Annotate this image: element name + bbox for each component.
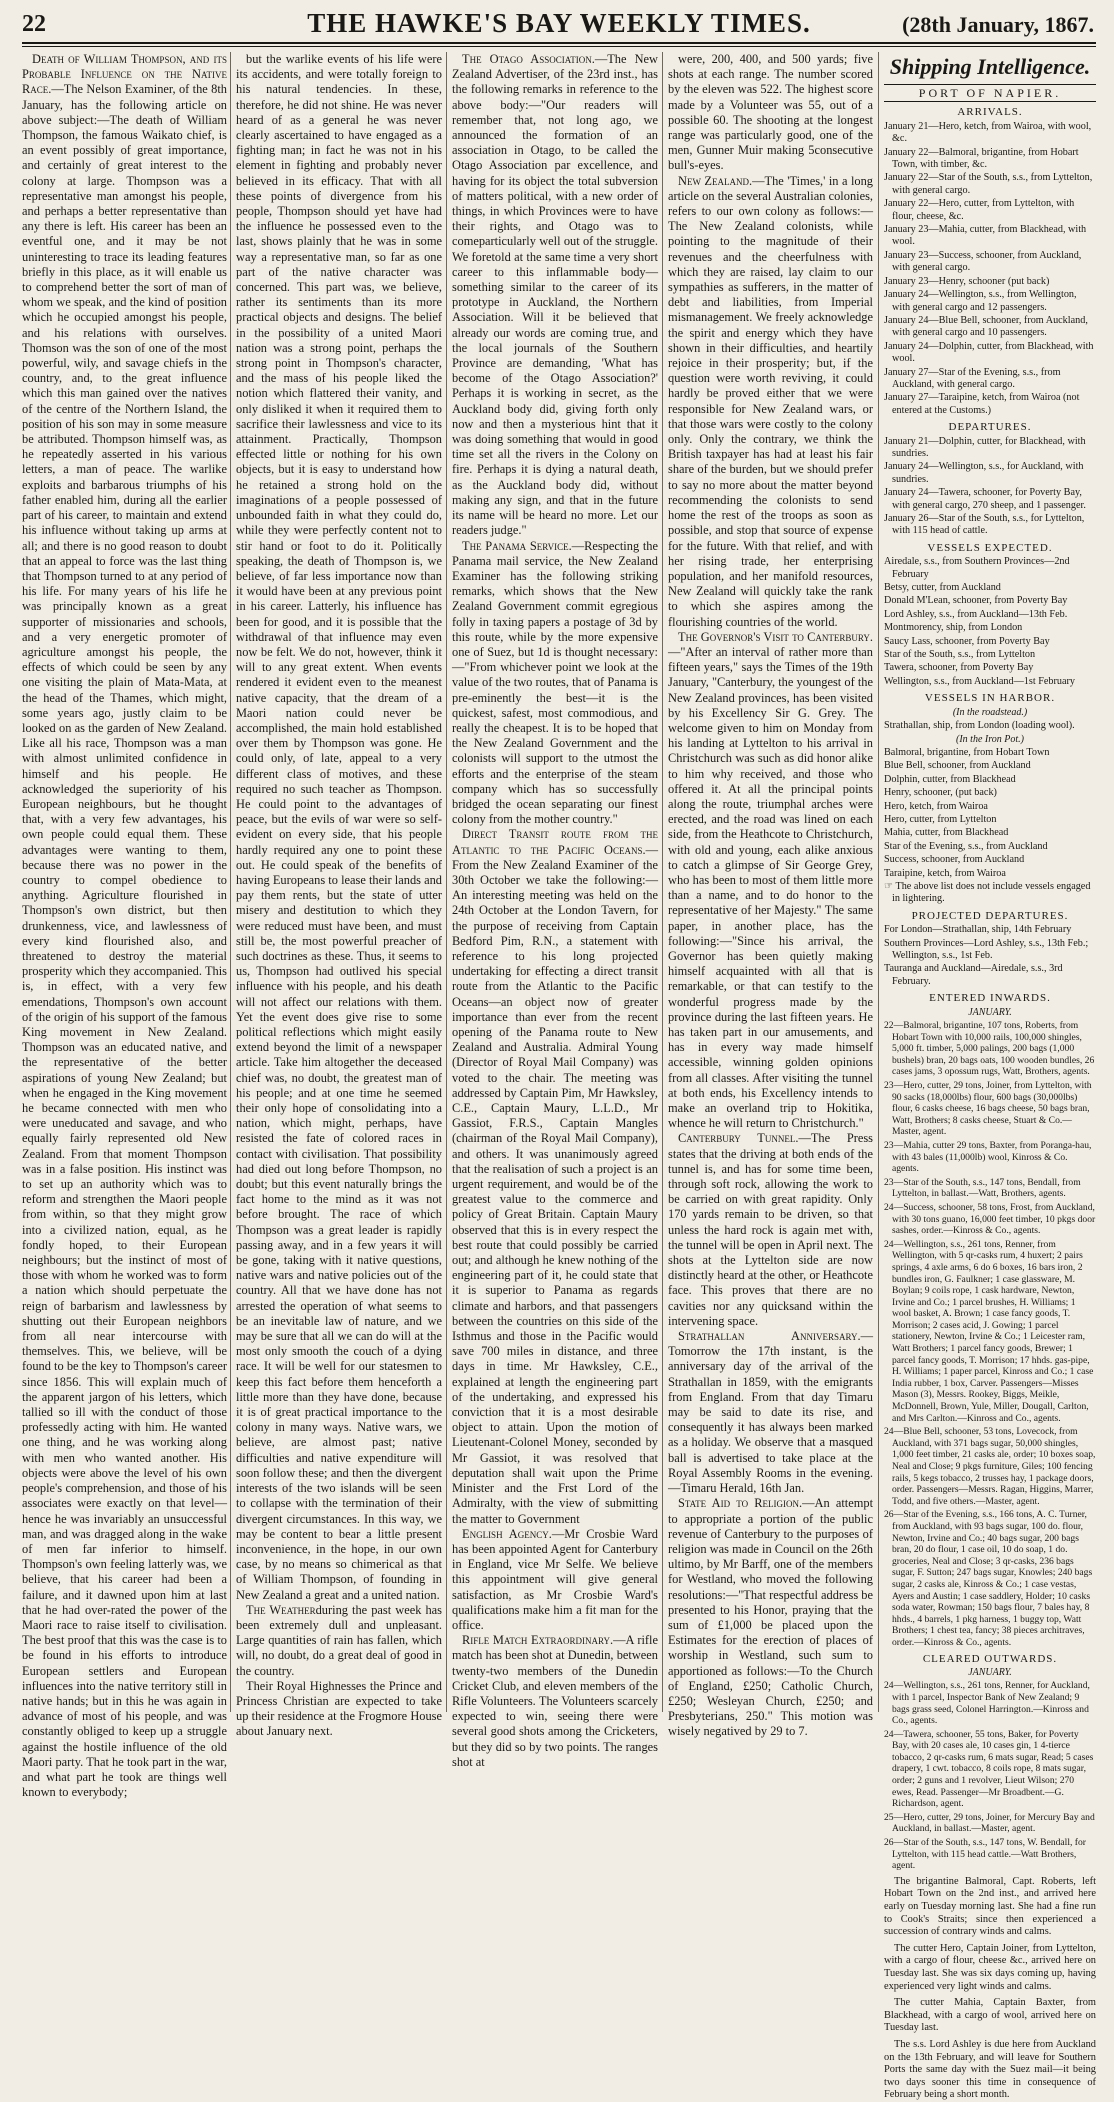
shipping-intelligence-column: [884, 52, 1096, 2101]
shipping-entry: Hero, cutter, from Lyttelton: [884, 813, 997, 825]
ironpot-subheading: (In the Iron Pot.): [956, 733, 1024, 745]
column-divider: [230, 52, 231, 1712]
article-paragraph: [668, 1329, 873, 1496]
shipping-entry: Airedale, s.s., from Southern Provinces—2nd February: [884, 556, 1070, 580]
expected-list: [884, 556, 1096, 688]
newspaper-title: THE HAWKE'S BAY WEEKLY TIMES.: [307, 8, 811, 38]
shipping-entry: 23—Star of the South, s.s., 147 tons, Bendall, from Lyttelton, in ballast.—Watt, Brothers, agents.: [884, 1176, 1081, 1200]
article-paragraph: [452, 827, 658, 1526]
shipping-entry: January 23—Mahia, cutter, from Blackhead, with wool.: [884, 224, 1087, 248]
article-paragraph: [236, 1679, 442, 1740]
shipping-entry: 24—Tawera, schooner, 55 tons, Baker, for Poverty Bay, with 20 cases ale, 10 cases gin, 1 4-tierce tobacco, 2 qr-casks rum, 6 mats sugar, Read; 5 cases drapery, 1 cwt. tobacco, 8 coils rope, 8 mats sugar, order; 2 guns and 1 revolver, Lieut Wilson; 270 ewes, Read. Passenger—Mr Broadbent.—G. Richardson, agent.: [884, 1728, 1094, 1810]
shipping-entry: Star of the South, s.s., from Lyttelton: [884, 649, 1036, 661]
issue-date: (28th January, 1867.: [902, 12, 1094, 37]
column-3: [452, 52, 658, 1769]
article-text: —"After an interval of rather more than fifteen years," says the Times of the 19th January, "Canterbury, the youngest of the New Zealand provinces, has been visited by his Excellency Sir G. Grey. The welcome given to him on Monday from his landing at Lyttelton to his arrival in Christchurch was such as did honor alike to him why received, and those who offered it. At all the principal points along the route, triumphal arches were erected, and the road was lined on each side, from the Heathcote to Christchurch, with old and young, each alike anxious to catch a glimpse of Sir George Grey, who has been to most of them little more than a name, and to do honor to the representative of her Majesty." The same paper, in another place, has the following:—"Since his arrival, the Governor has been quietly making himself acquainted with all that is remarkable, or that can testify to the wonderful progress made by the province during the last fifteen years. He has taken part in our amusements, and has in every way made himself accessible, winning golden opinions from all classes. After visiting the tunnel at both ends, his Excellency intends to make an overland trip to Hokitika, whence he will return to Christchurch.": [668, 644, 873, 1131]
shipping-entry: 22—Balmoral, brigantine, 107 tons, Roberts, from Hobart Town with 10,000 rails, 100,000 shingles, 5,000 ft. timber, 5,000 palings, 200 bags (1,000 bushels) bran, 20 bags oats, 100 wooden bundles, 26 cases jams, 3 opossum rugs, Watt, Brothers, agents.: [884, 1020, 1095, 1078]
article-paragraph: [236, 1603, 442, 1679]
departures-heading: DEPARTURES.: [948, 421, 1032, 434]
shipping-entry: 23—Hero, cutter, 29 tons, Joiner, from Lyttelton, with 90 sacks (18,000lbs) flour, 600 bags (30,000lbs) flour, 6 casks cheese, 16 bags cheese, 50 bags bran, Watt, Brothers; 8 casks cheese, Stuart & Co.—Master, agent.: [884, 1080, 1092, 1138]
column-2: [236, 52, 442, 1739]
column-4: [668, 52, 874, 1739]
expected-heading: VESSELS EXPECTED.: [927, 541, 1053, 554]
shipping-banner: Shipping Intelligence.: [889, 54, 1091, 79]
article-paragraph: [668, 630, 873, 1132]
shipping-entry: January 21—Hero, ketch, from Wairoa, with wool, &c.: [884, 120, 1092, 145]
shipping-entry: Montmorency, ship, from London: [884, 622, 1023, 634]
article-heading: The Weather: [246, 1602, 316, 1617]
cleared-month: JANUARY.: [968, 1666, 1012, 1678]
shipping-entry: 26—Star of the Evening, s.s., 166 tons, A. C. Turner, from Auckland, with 93 bags sugar, 100 do. flour, Newton, Irvine and Co.; 40 bags sugar, 200 bags bran, 20 do flour, 1 case oil, 10 do soap, 1 do. groceries, Neal and Close; 3 qr-casks, 236 bags sugar, F. Sutton; 247 bags sugar, Knowles; 240 bags sugar, 2 casks ale, Kinross & Co.; 1 case vestas, Ayers and Austin; 1 case saddlery, Holder; 10 casks soda water, Rowman; 150 bags flour, 7 bales hay, 8 hhds., 4 barrels, 1 pkg harness, 1 buggy top, Watt Brothers; 1 chest tea, fancy; 38 pieces architraves, order.—Kinross & Co., agents.: [884, 1509, 1093, 1648]
article-paragraph: [668, 174, 873, 630]
article-heading: Death of William Thompson, and its Probable Influence on the Native Race.: [22, 52, 227, 97]
departures-list: [884, 436, 1096, 538]
shipping-entry: Taraipine, ketch, from Wairoa: [884, 867, 1006, 879]
article-heading: Direct Transit route from the Atlantic to the Pacific Oceans.: [452, 827, 658, 857]
shipping-entry: 24—Blue Bell, schooner, 53 tons, Lovecock, from Auckland, with 371 bags sugar, 50,000 shingles, 1,000 feet timber, 21 casks ale, order; 10 boxes soap, Neal and Close; 9 pkgs furniture, Giles; 100 fencing rails, 5 kegs tobacco, 2 trusses hay, 1 package doors, order. Passengers—Messrs. Ragan, Higgins, Marrer, Todd, and five others.—Master, agent.: [884, 1426, 1096, 1507]
shipping-entry: January 22—Hero, cutter, from Lyttelton, with flour, cheese, &c.: [884, 198, 1075, 222]
article-heading: State Aid to Religion.: [678, 1496, 803, 1511]
article-text: but the warlike events of his life were its accidents, and were totally foreign to his natural tendencies. In these, therefore, he did not shine. He was never heard of as a general he was never clearly ascertained to have engaged as a fighting man; in fact he was not in his element in fighting and probably never believed in its efficacy. That with all these points of divergence from his people, Thompson should yet have had the influence he possessed even to the last, shows plainly that he was in some way a representative man, so far as one part of the native character was concerned. This part was, we believe, rather its sentiments than its more practical objects and designs. The belief in the possibility of a united Maori nation was a strong point, perhaps the strong point in Thompson's character, and the mass of his people liked the notion which flattered their vanity, and only disliked it when it required them to sacrifice their lawlessness and vice to its attainment. Practically, Thompson effected little or nothing for his own objects, but it is easy to understand how he retained a strong hold on the imaginations of a people possessed of unbounded faith in what they could do, while they were perfectly content not to stir hand or foot to do it. Politically speaking, the death of Thompson is, we believe, of far less importance now than it would have been at any previous point in his career. Latterly, his influence has been for good, and it is possible that the withdrawal of that influence may even now be felt. We do not, however, think it will to any great extent. When events rendered it evident even to the meanest native capacity, that the dream of a Maori nation could never be accomplished, the main hold established over them by Thompson was gone. He could only, of late, appeal to a very different class of motives, and these required no such teacher as Thompson. He could point to the advantages of peace, but the evils of war were so self-evident on every side, that his people hardly required any one to point these out. He could speak of the benefits of having Europeans to lease their lands and pay them rents, but the state of utter misery and destitution to which they were reduced must have been, and must still be, the most powerful preacher of such doctrines as these. Thus, it seems to us, Thompson had outlived his special influence with his people, and his death will not affect our relations with them. Yet the event does give rise to some political reflections which might easily extend beyond the limit of a newspaper article. Take him altogether the deceased chief was, no doubt, the greatest man of his people; and at one time he seemed their only hope of consolidating into a nation, which might, perhaps, have resisted the fate of colored races in contact with civilisation. That possibility had died out long before Thompson, no doubt; but this event naturally brings the fact home to the mind as it was not before brought. The race of which Thompson was a great leader is rapidly passing away, and in a few years it will be gone, taking with it native questions, native wars and native policies out of the country. All that we have done has not arrested the operation of what seems to be an inevitable law of nature, and we may be sure that all we can do will at the most only smooth the couch of a dying race. It will be well for our statesmen to keep this fact before them henceforth a little more than they have done, because it is of great practical importance to the colony in many ways. Native wars, we believe, are almost past; native difficulties and native expenditure will soon follow these; and then the divergent interests of the two islands will be seen to collapse with the termination of their divergent circumstances. In this way, we may be content to bear a little present inconvenience, in the hope, in our own case, by no means so chimerical as that of William Thompson, of founding in New Zealand a great and a united nation.: [236, 52, 442, 1602]
shipping-entry: Success, schooner, from Auckland: [884, 854, 1025, 866]
projected-list: [884, 924, 1096, 988]
article-paragraph: [668, 1131, 873, 1329]
shipping-entry: Balmoral, brigantine, from Hobart Town: [884, 746, 1050, 758]
article-heading: English Agency.: [462, 1526, 552, 1541]
shipping-entry: January 24—Dolphin, cutter, from Blackhead, with wool.: [884, 340, 1094, 365]
article-text: Their Royal Highnesses the Prince and Princess Christian are expected to take up their residence at the Frogmore House about January next.: [236, 1678, 442, 1739]
article-text: —An attempt to appropriate a portion of the public revenue of Canterbury to the purposes of religion was made in Council on the 26th ultimo, by Mr Barff, one of the members for Westland, who moved the following resolutions:—"That respectful address be presented to his Honor, praying that the sum of £1,000 be placed upon the Estimates for the erection of places of worship in Westland, such sum to apportioned as follows:—To the Church of England, £250; Catholic Church, £250; Wesleyan Church, £250; and Presbyterians, 250." This motion was wisely negatived by 29 to 7.: [668, 1496, 874, 1739]
shipping-entry: January 27—Taraipine, ketch, from Wairoa (not entered at the Customs.): [884, 392, 1080, 416]
article-paragraph: [22, 52, 227, 1800]
shipping-entry: Southern Provinces—Lord Ashley, s.s., 13th Feb.; Wellington, s.s., 1st Feb.: [884, 937, 1089, 961]
projected-heading: PROJECTED DEPARTURES.: [911, 909, 1069, 922]
shipping-entry: Blue Bell, schooner, from Auckland: [884, 760, 1031, 772]
shipping-entry: 23—Mahia, cutter 29 tons, Baxter, from Poranga-hau, with 43 bales (11,000lb) wool, Kinross & Co. agents.: [884, 1139, 1092, 1175]
article-text: were, 200, 400, and 500 yards; five shots at each range. The number scored by the eleven was 522. The highest score made by a Volunteer was 55, out of a possible 60. The shooting at the longest range was particularly good, one of the men, Gunner Muir making 5consecutive bull's-eyes.: [668, 52, 873, 173]
article-text: —Tomorrow the 17th instant, is the anniversary day of the arrival of the Strathallan in 1859, with the emigrants from England. From that day Timaru may be said to date its rise, and consequently it has always been marked as a holiday. We observe that a masqued ball is advertised to take place at the Royal Assembly Rooms in the evening.—Timaru Herald, 16th Jan.: [668, 1329, 873, 1496]
article-heading: Strathallan Anniversary.: [678, 1329, 861, 1344]
entered-heading: ENTERED INWARDS.: [929, 992, 1051, 1005]
shipping-entry: For London—Strathallan, ship, 14th February: [884, 924, 1072, 936]
article-text: —A rifle match has been shot at Dunedin, between twenty-two members of the Dunedin Cricket Club, and eleven members of the Rifle Volunteers. The Volunteers scarcely expected to win, seeing there were several good shots among the Cricketers, but they did so by two points. The ranges shot at: [452, 1633, 658, 1769]
roadstead-subheading: (In the roadstead.): [952, 706, 1028, 718]
shipping-note: The cutter Mahia, Captain Baxter, from Blackhead, with a cargo of wool, arrived here on Tuesday last.: [884, 1997, 1096, 2034]
article-paragraph: [452, 1527, 658, 1633]
ironpot-list: [884, 747, 1096, 880]
column-divider: [662, 52, 663, 1712]
shipping-entry: January 24—Tawera, schooner, for Poverty Bay, with general cargo, 270 sheep, and 1 passenger.: [884, 487, 1086, 511]
article-paragraph: [452, 1633, 658, 1770]
shipping-entry: Dolphin, cutter, from Blackhead: [884, 773, 1016, 785]
shipping-entry: Saucy Lass, schooner, from Poverty Bay: [884, 635, 1050, 647]
arrivals-heading: ARRIVALS.: [957, 106, 1023, 119]
shipping-entry: 24—Wellington, s.s., 261 tons, Renner, for Auckland, with 1 parcel, Inspector Bank of New Zealand; 9 bags grass seed, Colonel Harrington.—Kinross and Co., agents.: [884, 1680, 1090, 1727]
column-divider: [446, 52, 447, 1712]
shipping-entry: January 21—Dolphin, cutter, for Blackhead, with sundries.: [884, 435, 1086, 459]
column-divider: [878, 52, 879, 1712]
article-heading: Rifle Match Extraordinary.: [462, 1633, 614, 1648]
port-heading: PORT OF NAPIER.: [884, 84, 1096, 102]
masthead: [22, 8, 1096, 44]
shipping-entry: 24—Wellington, s.s., 261 tons, Renner, from Wellington, with 5 qr-casks rum, 4 huxert; 2 pairs springs, 4 axle arms, 6 do 6 boxes, 16 bars iron, 2 bundles iron, G. Faulkner; 1 case glassware, M. Boylan; 9 coils rope, 1 cask hardware, Newton, Irvine and Co.; 1 parcel brushes, H. Williams; 1 wool basket, A. Brown; 1 case fancy goods, T. Morrison; 2 cases acid, J. Gowing; 1 parcel stationery, Newton, Irvine & Co.; 1 Leicester ram, Watt Brothers; 1 parcel fancy goods, Brewer; 1 parcel fancy goods, T. Morrison; 17 hhds. gas-pipe, H. Williams; 1 paper parcel, Kinross and Co.; 1 case India rubber, 1 box, Carver. Passengers—Misses Mason (3), Messrs. Rookey, Biggs, Meikle, McDonnell, Brown, Yule, Miller, Dougall, Carlton, and Mrs Carlton.—Kinross and Co., agents.: [884, 1238, 1094, 1424]
shipping-entry: Henry, schooner, (put back): [884, 787, 997, 799]
article-text: —The Nelson Examiner, of the 8th January, has the following article on above subject:—The death of William Thompson, the famous Waikato chief, is an event possibly of great importance, and certainly of great interest to the colony at large. Thompson was a representative man amongst his people, and perhaps a better representative than any there is left. His career has been an eventful one, and it may be not uninteresting to trace its leading features briefly in this place, as it will enable us to comprehend better the sort of man of whom we speak, and the kind of position which he occupied amongst his people, and his relations with ourselves. Thomson was the son of one of the most powerful, wily, and savage chiefs in the country, and, to the great influence which this man gained over the natives of the centre of the Northern Island, the position of his son may in some measure be attributed. Thompson himself was, as he repeatedly asserted in his various letters, a man of peace. The warlike exploits and barbarous triumphs of his father enabled him, during all the earlier part of his career, to maintain and extend his influence without taking up arms at all; and there is no good reason to doubt that an appeal to force was the last thing that Thompson turned to at any period of his life. For many years of his life he was principally known as a great supporter of missionaries and schools, and a very energetic promoter of agriculture amongst his people, the effects of which could be seen by any one visiting the plain of Mata-Mata, at the head of the Thames, which might, some years ago, justly claim to be looked on as the garden of New Zealand. Like all his race, Thompson was a man with almost unlimited confidence in himself and his people. He acknowledged the superiority of his European neighbours, but he thought that, with a very few advantages, his own people could equal them. These advantages were wanting to them, because there was no power in the country to compel obedience to anything. Agriculture flourished in Thompson's own district, but then drunkenness, vice, and lawlessness of every kind flourished also, and threatened to destroy the material prosperity which they accompanied. This is, in effect, with a very few emendations, Thompson's own account of the origin of his support of the famous King movement in New Zealand. Thompson was an educated native, and the representative of the better aspirations of young New Zealand; but when he engaged in the King movement he became connected with men who were uneducated and savage, and who equally fairly represented old New Zealand. From that moment Thompson was in a false position. His instinct was to set up an authority which was to reform and strengthen the Maori people from within, so that they might grow into a civilized nation, equal, as he fondly hoped, to their European neighbours; but the instinct of most of those with whom he worked was to form a nation which should perpetuate the reign of barbarism and lawlessness by shutting out their European neighbors from all near intercourse with themselves. This, we believe, will be found to be the key to Thompson's career since 1856. This will explain much of the apparent jargon of his letters, which tallied so ill with the conduct of those professedly acting with him. He wanted one thing, and he was working along with men who wanted another. His objects were above the level of his own people's comprehension, and those of his associates were exactly on that level—hence he was invariably an unsuccessful man, and was dragged along in the wake of men far inferior to himself. Thompson's own feeling latterly was, we believe, that his career had been a failure, and it dawned upon him at last that he had over-rated the power of the Maori race to raise itself to civilisation. The best proof that this was the case is to be found in his efforts to introduce European settlers and European influences into the native territory still in native hands; but in this he was again in advance of most of his people, and was constantly obliged to keep up a struggle against the hostile influence of the old Maori party. That he took part in the war, and what part he took are things well known to everybody;: [22, 82, 227, 1800]
article-heading: New Zealand.: [678, 173, 753, 188]
shipping-entry: January 27—Star of the Evening, s.s., from Auckland, with general cargo.: [884, 366, 1061, 390]
article-paragraph: [452, 539, 658, 828]
shipping-entry: January 24—Blue Bell, schooner, from Auckland, with general cargo and 10 passengers.: [884, 314, 1088, 339]
entered-list: [884, 1020, 1096, 1648]
shipping-notes: [884, 1876, 1096, 2102]
shipping-entry: January 22—Star of the South, s.s., from Lyttelton, with general cargo.: [884, 172, 1093, 196]
article-text: —The Press states that the driving at both ends of the tunnel is, and has for some time been, through soft rock, allowing the work to be carried on with great rapidity. Only 170 yards remain to be driven, so that unless the hard rock is again met with, the tunnel will be open in April next. The shots at the Lyttelton side are now distinctly heard at the other, or Heathcote face. This proves that there are no cavities nor any quicksand within the intervening space.: [668, 1131, 873, 1328]
shipping-entry: Tauranga and Auckland—Airedale, s.s., 3rd February.: [884, 963, 1063, 987]
article-heading: The Otago Association.: [462, 52, 595, 66]
article-text: —Respecting the Panama mail service, the New Zealand Examiner has the following striking remarks, which shows that the New Zealand Government commit egregious folly in taxing papers a postage of 3d by this route, while by the more expensive one of Suez, but 1d is thought necessary:—"From whichever point we look at the value of the two routes, that of Panama is pre-eminently the best—it is the quickest, safest, most commodious, and really the cheapest. It is to be hoped that the New Zealand Government and the colonists will support to the utmost the efforts and the enterprise of the steam company which has so successfully bridged the ocean separating our finest colony from the mother country.": [452, 538, 658, 827]
entered-month: JANUARY.: [968, 1006, 1012, 1018]
cleared-list: [884, 1680, 1096, 1872]
shipping-entry: January 23—Success, schooner, from Auckland, with general cargo.: [884, 249, 1082, 274]
shipping-entry: Tawera, schooner, from Poverty Bay: [884, 662, 1034, 674]
harbor-note: ☞ The above list does not include vessels engaged in lightering.: [884, 880, 1091, 905]
shipping-entry: January 23—Henry, schooner (put back): [884, 275, 1050, 287]
article-heading: Canterbury Tunnel.: [678, 1131, 799, 1146]
shipping-entry: 26—Star of the South, s.s., 147 tons, W. Bendall, for Lyttelton, with 115 head cattle.—Watt Brothers, agent.: [884, 1837, 1086, 1872]
shipping-entry: 24—Success, schooner, 58 tons, Frost, from Auckland, with 30 tons guano, 16,000 feet timber, 10 pkgs door sashes, order.—Kinross & Co., agents.: [884, 1201, 1096, 1237]
article-text: —Mr Crosbie Ward has been appointed Agent for Canterbury in England, vice Mr Selfe. We believe this appointment will give general satisfaction, as Mr Crosbie Ward's qualifications make him a fit man for the office.: [452, 1526, 658, 1632]
shipping-entry: 25—Hero, cutter, 29 tons, Joiner, for Mercury Bay and Auckland, in ballast.—Master, agent.: [884, 1811, 1095, 1835]
arrivals-list: [884, 121, 1096, 417]
roadstead-list: [884, 720, 1096, 732]
cleared-heading: CLEARED OUTWARDS.: [922, 1652, 1058, 1665]
shipping-entry: Betsy, cutter, from Auckland: [884, 582, 1001, 594]
article-text: during the past week has been extremely dull and unpleasant. Large quantities of rain has fallen, which will, no doubt, do a great deal of good in the country.: [236, 1602, 442, 1678]
article-heading: The Panama Service.: [462, 538, 572, 553]
shipping-note: The brigantine Balmoral, Capt. Roberts, left Hobart Town on the 2nd inst., and arrived here early on Tuesday morning last. She had a fine run to Cook's Straits; since then experienced a succession of contrary winds and calms.: [884, 1875, 1096, 1938]
article-paragraph: [452, 52, 658, 539]
article-heading: The Governor's Visit to Canterbury.: [678, 629, 873, 644]
column-1: [22, 52, 227, 1800]
shipping-entry: January 24—Wellington, s.s., from Wellington, with general cargo and 12 passengers.: [884, 289, 1077, 313]
shipping-entry: January 24—Wellington, s.s., for Auckland, with sundries.: [884, 461, 1084, 485]
shipping-entry: Lord Ashley, s.s., from Auckland—13th Feb.: [884, 608, 1068, 620]
article-paragraph: [668, 1496, 873, 1739]
shipping-entry: Strathallan, ship, from London (loading wool).: [884, 720, 1075, 732]
shipping-entry: Mahia, cutter, from Blackhead: [884, 827, 1009, 839]
article-text: —The New Zealand Advertiser, of the 23rd inst., has the following remarks in reference to the above body:—"Our readers will remember that, not long ago, we announced the formation of an association in Otago, to be called the Otago Association par excellence, and having for its object the total subversion of matters political, with a new order of things, in which Provinces were to have their rights, and Otago was to comeparticularly well out of the struggle. We foretold at the same time a very short career to this inflammable body—something similar to the career of its prototype in Auckland, the Northern Association. Will it be believed that already our words are coming true, and the local journals of the Southern Province are demanding, 'What has become of the Otago Association?' Perhaps it is working in secret, as the Auckland body did, giving forth only now and then a mysterious hint that it was doing something that would in good time set all the rivers in the Colony on fire. Perhaps it is dying a natural death, as the Auckland body did, without making any sign, and that in the future its name will be heard no more. Let our readers judge.": [452, 52, 658, 538]
article-text: —The 'Times,' in a long article on the several Australian colonies, refers to our own colony as follows:—The New Zealand colonists, while pointing to the magnitude of their revenues and the cheerfulness with which they are raised, lay claim to our sympathies as sufferers, in the matter of debt and liabilities, from Imperial mismanagement. We freely acknowledge the spirit and energy which they have shown in their difficulties, and heartily rejoice in their prosperity; but, if the question were worth reviving, it could hardly be proved either that we were responsible for New Zealand wars, or that those wars were costly to the colony only. Only the contrary, we think the British taxpayer has had at least his fair share of the burden, but we should prefer to say no more about the matter beyond recommending the colonists to send home the rest of the troops as soon as possible, and stop that source of expense for the future. With that relief, and with her rising trade, her enterprising population, and her manifold resources, New Zealand will quickly take the rank to which she aspires among the flourishing countries of the world.: [668, 173, 874, 629]
page-number: 22: [22, 11, 46, 37]
shipping-entry: Wellington, s.s., from Auckland—1st February: [884, 675, 1076, 687]
article-paragraph: [236, 52, 442, 1603]
shipping-entry: Star of the Evening, s.s., from Auckland: [884, 840, 1048, 852]
article-text: —From the New Zealand Examiner of the 30th October we take the following:—An interesting meeting was held on the 24th October at the London Tavern, for the purpose of receiving from Captain Bedford Pim, R.N., a statement with reference to his long projected undertaking for effecting a direct transit route from the Atlantic to the Pacific Oceans—an object now of greater importance than ever from the recent opening of the Panama route to New Zealand and Australia. Admiral Young (Director of Royal Mail Company) was voted to the chair. The meeting was addressed by Captain Pim, Mr Hawksley, C.E., Captain Maury, L.L.D., Mr Gassiot, F.R.S., Captain Mangles (chairman of the Royal Mail Company), and others. It was unanimously agreed that the realisation of such a project is an urgent requirement, and would be of the greatest value to the commerce and policy of Great Britain. Captain Maury observed that this is in every respect the best route that could possibly be carried out; and although he knew nothing of the engineering part of it, he could state that it is superior to Panama as regards climate and harbors, and that passengers between the countries on this side of the Isthmus and those in the Pacific would save 700 miles in distance, and three days in time. Mr Hawksley, C.E., explained at length the engineering part of the undertaking, and expressed his conviction that it is a most desirable object to attain. Upon the motion of Lieutenant-Colonel Money, seconded by Mr Gassiot, it was resolved that deputation shall wait upon the Prime Minister and the Frst Lord of the Admiralty, with the view of submitting the matter to Government: [452, 842, 658, 1526]
shipping-entry: January 22—Balmoral, brigantine, from Hobart Town, with timber, &c.: [884, 146, 1079, 171]
shipping-note: The s.s. Lord Ashley is due here from Auckland on the 13th February, and will leave for Southern Ports the same day with the Suez mail—it being two days sooner this time in consequence of February being a short month.: [884, 2038, 1096, 2101]
shipping-entry: Donald M'Lean, schooner, from Poverty Bay: [884, 595, 1068, 607]
shipping-entry: January 26—Star of the South, s.s., for Lyttelton, with 115 head of cattle.: [884, 513, 1085, 537]
masthead-rule: [22, 46, 1096, 47]
article-paragraph: [668, 52, 873, 174]
shipping-note: The cutter Hero, Captain Joiner, from Lyttelton, with a cargo of flour, cheese &c., arrived here on Tuesday last. She was six days coming up, having experienced very light winds and calms.: [884, 1942, 1096, 1992]
harbor-heading: VESSELS IN HARBOR.: [924, 692, 1056, 705]
shipping-entry: Hero, ketch, from Wairoa: [884, 800, 988, 812]
